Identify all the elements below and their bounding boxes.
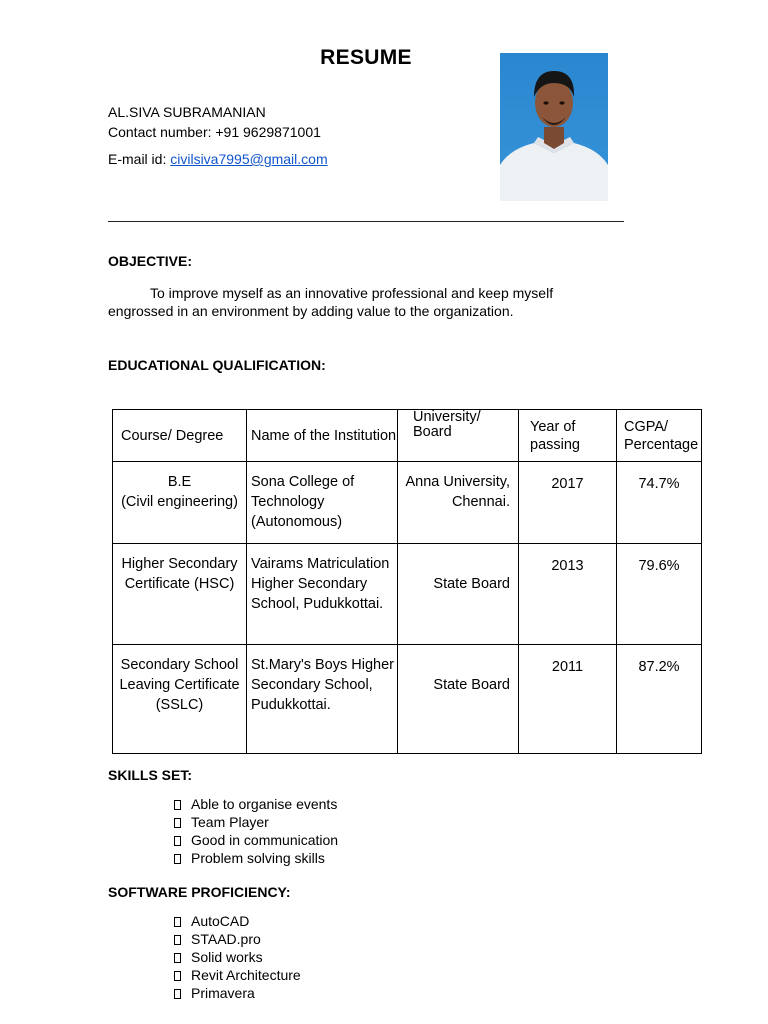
list-item: AutoCAD	[174, 912, 301, 930]
table-row	[113, 462, 702, 544]
table-row	[113, 544, 702, 645]
row3-score: 87.2%	[617, 645, 702, 754]
bullet-box-icon	[174, 854, 181, 864]
resume-title: RESUME	[320, 46, 412, 69]
bullet-box-icon	[174, 935, 181, 945]
bullet-box-icon	[174, 953, 181, 963]
skills-heading: SKILLS SET:	[108, 767, 193, 783]
email-line	[108, 151, 328, 167]
skills-list	[174, 795, 338, 867]
objective-heading: OBJECTIVE:	[108, 253, 193, 269]
bullet-box-icon	[174, 989, 181, 999]
row3-year: 2011	[519, 645, 617, 754]
software-heading: SOFTWARE PROFICIENCY:	[108, 884, 291, 900]
list-item: Able to organise events	[174, 795, 338, 813]
header-institution: Name of the Institution	[247, 410, 398, 462]
objective-text	[108, 284, 568, 320]
bullet-box-icon	[174, 800, 181, 810]
row3-course: Secondary School Leaving Certificate (SSLC)	[113, 645, 247, 754]
row1-course: B.E (Civil engineering)	[113, 462, 247, 544]
bullet-box-icon	[174, 836, 181, 846]
header-year: Year of passing	[519, 410, 617, 462]
bullet-box-icon	[174, 971, 181, 981]
email-link[interactable]: civilsiva7995@gmail.com	[170, 151, 328, 167]
list-item: Revit Architecture	[174, 966, 301, 984]
list-item: STAAD.pro	[174, 930, 301, 948]
education-table	[112, 409, 702, 754]
profile-photo-image	[500, 53, 608, 201]
row3-institution: St.Mary's Boys Higher Secondary School, Pudukkottai.	[247, 645, 398, 754]
row1-board: Anna University, Chennai.	[398, 462, 519, 544]
list-item: Primavera	[174, 984, 301, 1002]
education-table-header	[113, 410, 702, 462]
header-divider	[108, 221, 624, 222]
objective-body: To improve myself as an innovative professional and keep myself engrossed in an environment by adding value to the organization.	[108, 285, 554, 319]
list-item: Good in communication	[174, 831, 338, 849]
candidate-name: AL.SIVA SUBRAMANIAN	[108, 104, 266, 120]
row1-year: 2017	[519, 462, 617, 544]
header-score: CGPA/ Percentage	[617, 410, 702, 462]
education-heading: EDUCATIONAL QUALIFICATION:	[108, 357, 326, 373]
header-course: Course/ Degree	[113, 410, 247, 462]
bullet-box-icon	[174, 917, 181, 927]
list-item: Team Player	[174, 813, 338, 831]
software-list	[174, 912, 301, 1002]
row2-score: 79.6%	[617, 544, 702, 645]
email-label: E-mail id:	[108, 151, 171, 167]
row2-institution: Vairams Matriculation Higher Secondary School, Pudukkottai.	[247, 544, 398, 645]
contact-number: Contact number: +91 9629871001	[108, 124, 321, 140]
row1-institution: Sona College of Technology (Autonomous)	[247, 462, 398, 544]
list-item: Problem solving skills	[174, 849, 338, 867]
bullet-box-icon	[174, 818, 181, 828]
list-item: Solid works	[174, 948, 301, 966]
row2-board: State Board	[398, 544, 519, 645]
row2-course: Higher Secondary Certificate (HSC)	[113, 544, 247, 645]
profile-photo	[500, 53, 608, 201]
header-board: University/ Board	[398, 410, 519, 462]
table-row	[113, 645, 702, 754]
row3-board: State Board	[398, 645, 519, 754]
row2-year: 2013	[519, 544, 617, 645]
row1-score: 74.7%	[617, 462, 702, 544]
